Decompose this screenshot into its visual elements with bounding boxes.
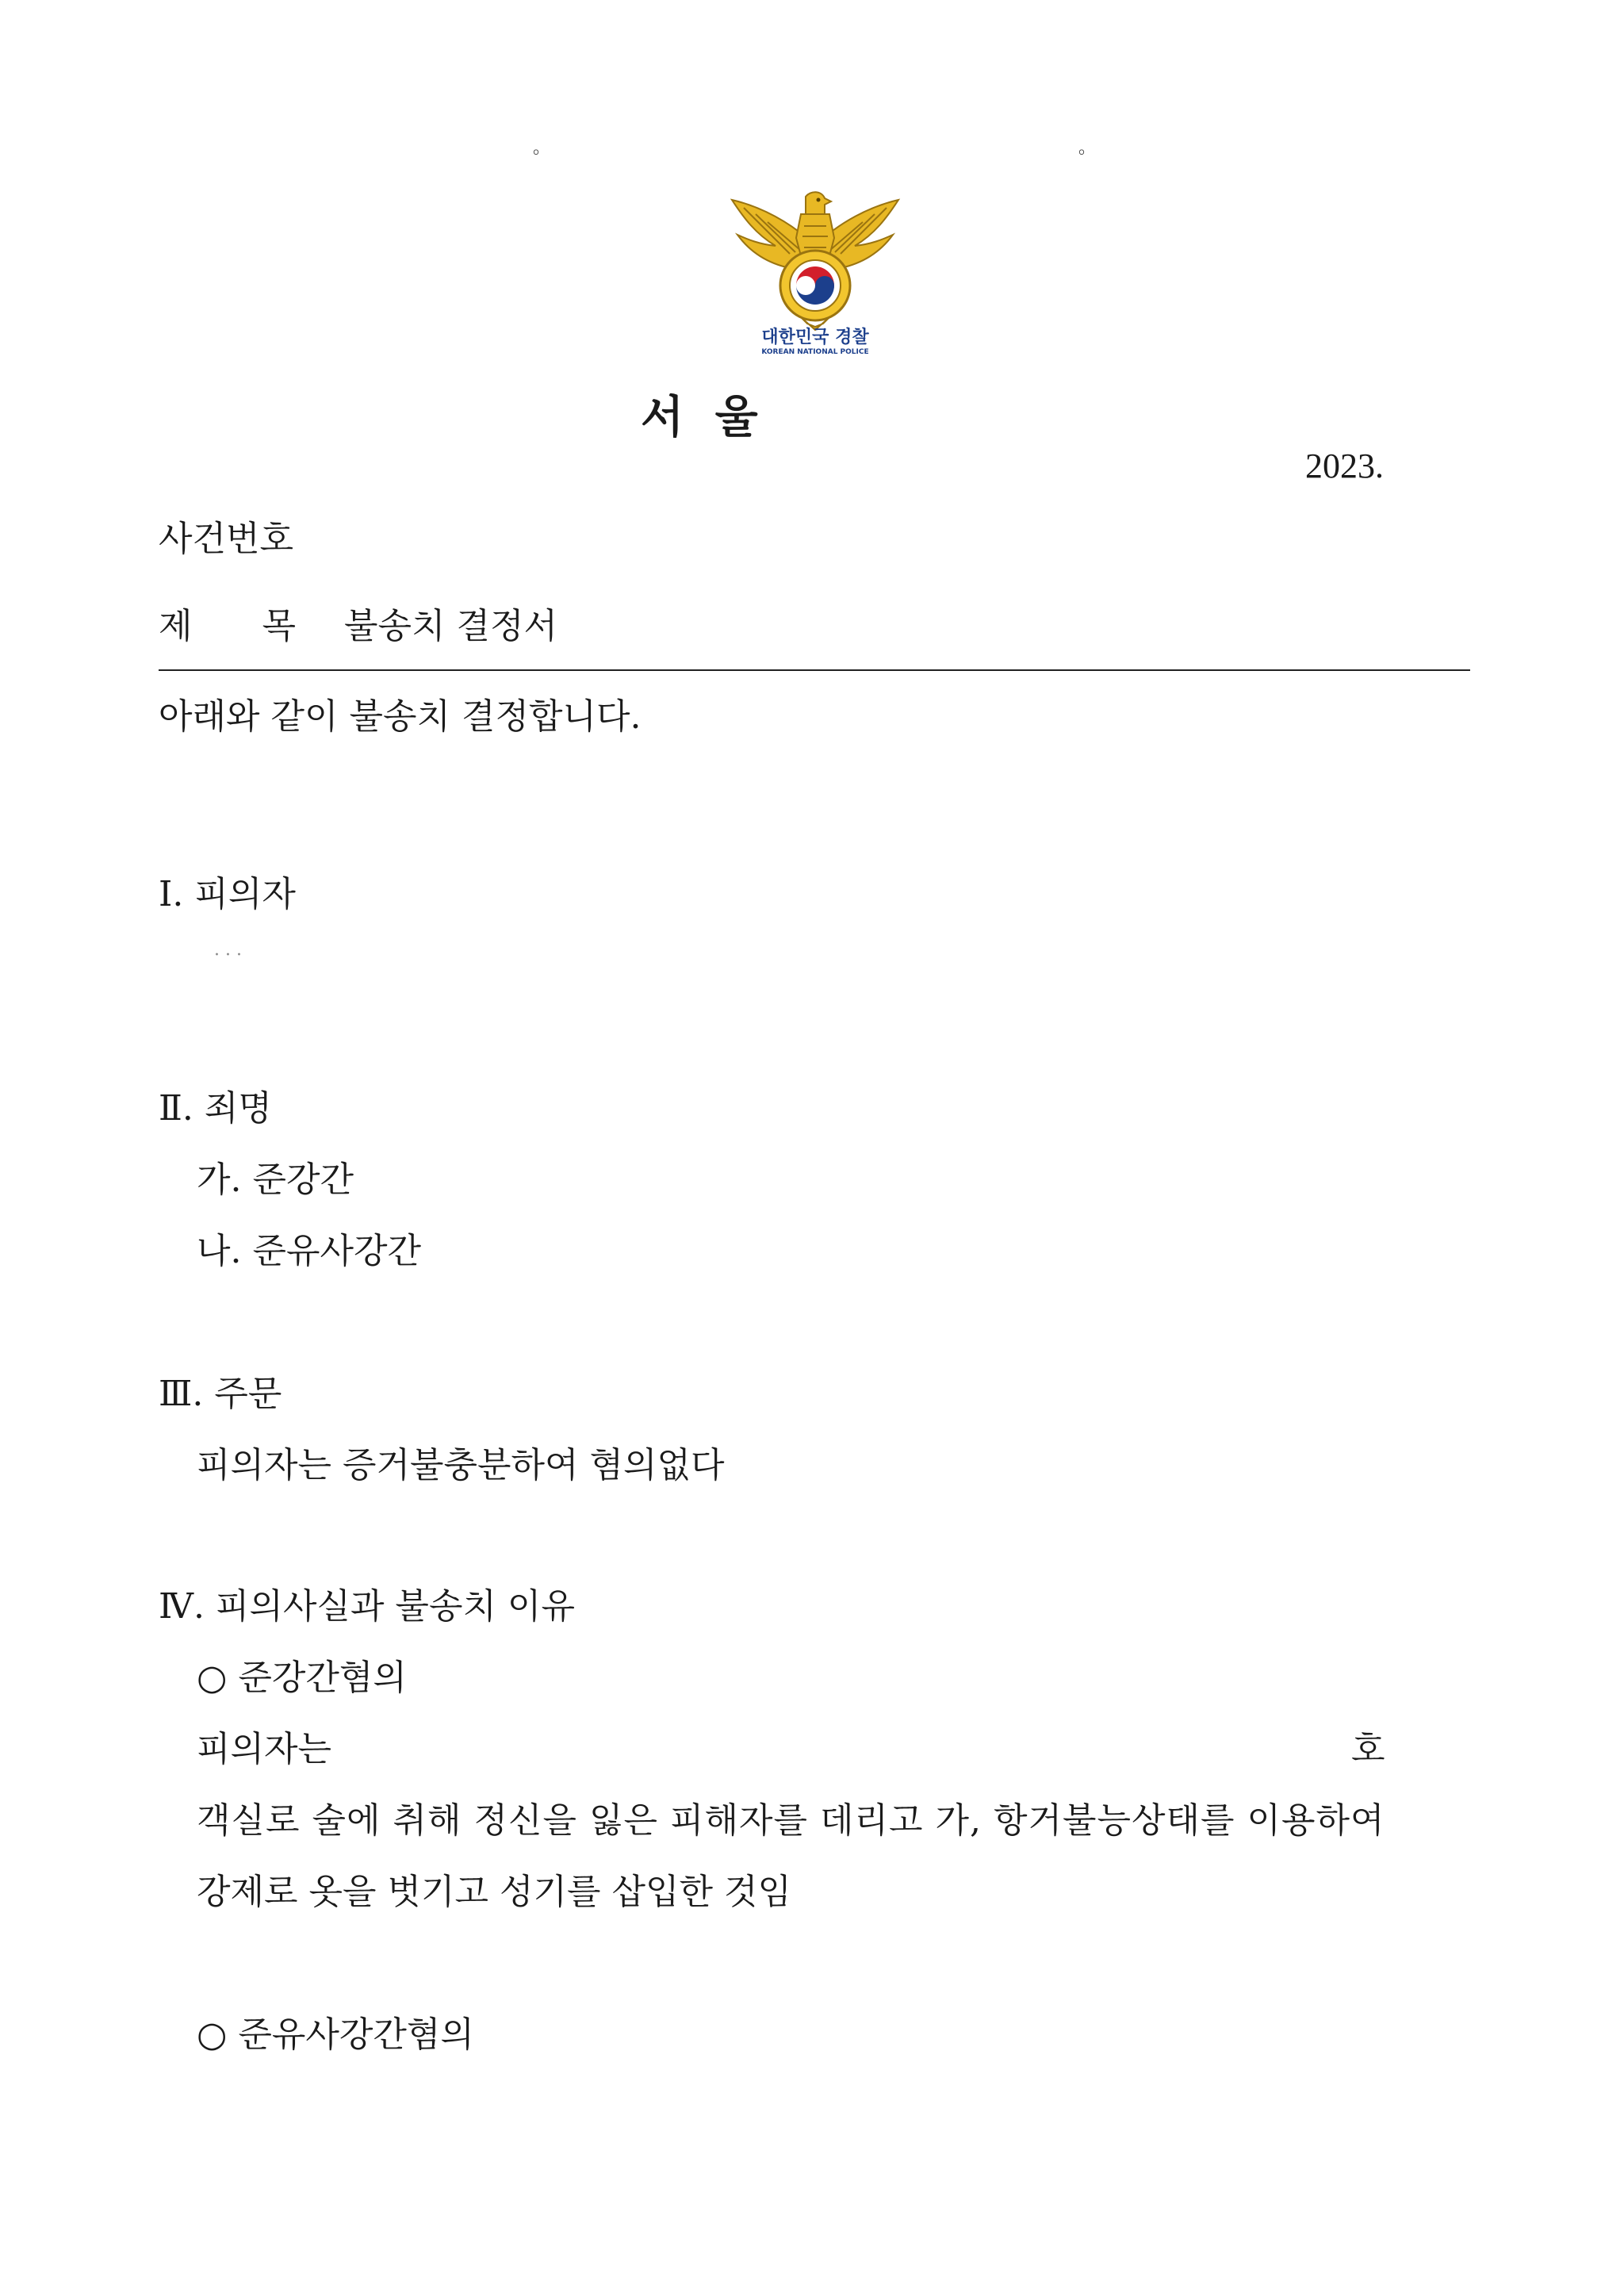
document-title: 서 울: [641, 392, 766, 443]
police-emblem: [728, 190, 902, 357]
header-divider: [159, 669, 1470, 671]
section-1-heading: Ⅰ. 피의자: [159, 874, 296, 914]
section-4-sub-2: ○ 준유사강간혐의: [197, 2014, 474, 2055]
emblem-name-ko: 대한민국 경찰: [761, 328, 869, 347]
top-mark-right: 。: [1078, 138, 1097, 158]
section-4-heading: Ⅳ. 피의사실과 불송치 이유: [159, 1586, 575, 1627]
korean-national-police-emblem-icon: [728, 190, 902, 357]
top-mark-left: 。: [533, 138, 551, 158]
subject-value: 불송치 결정서: [344, 606, 558, 646]
subject-label: 제 목: [159, 606, 297, 646]
facts-para-start: 피의자는: [197, 1729, 332, 1769]
section-4-sub-1: ○ 준강간혐의: [197, 1658, 407, 1698]
section-1-faint-line: · · ·: [214, 945, 242, 965]
section-3-heading: Ⅲ. 주문: [159, 1374, 282, 1414]
intro-text: 아래와 같이 불송치 결정합니다.: [159, 696, 642, 737]
charge-item-2: 나. 준유사강간: [197, 1231, 421, 1271]
charge-item-1: 가. 준강간: [197, 1159, 354, 1200]
case-number-label: 사건번호: [159, 519, 294, 559]
facts-para-end-char: 호: [1351, 1729, 1385, 1769]
section-2-heading: Ⅱ. 죄명: [159, 1088, 272, 1129]
facts-line-3: 강제로 옷을 벗기고 성기를 삽입한 것임: [197, 1872, 791, 1912]
emblem-name-en: KOREAN NATIONAL POLICE: [761, 348, 869, 356]
document-date: 2023.: [1305, 447, 1384, 485]
section-3-body: 피의자는 증거불충분하여 혐의없다: [197, 1445, 725, 1485]
facts-line-2: 객실로 술에 취해 정신을 잃은 피해자를 데리고 가, 항거불능상태를 이용하여: [197, 1800, 1385, 1841]
